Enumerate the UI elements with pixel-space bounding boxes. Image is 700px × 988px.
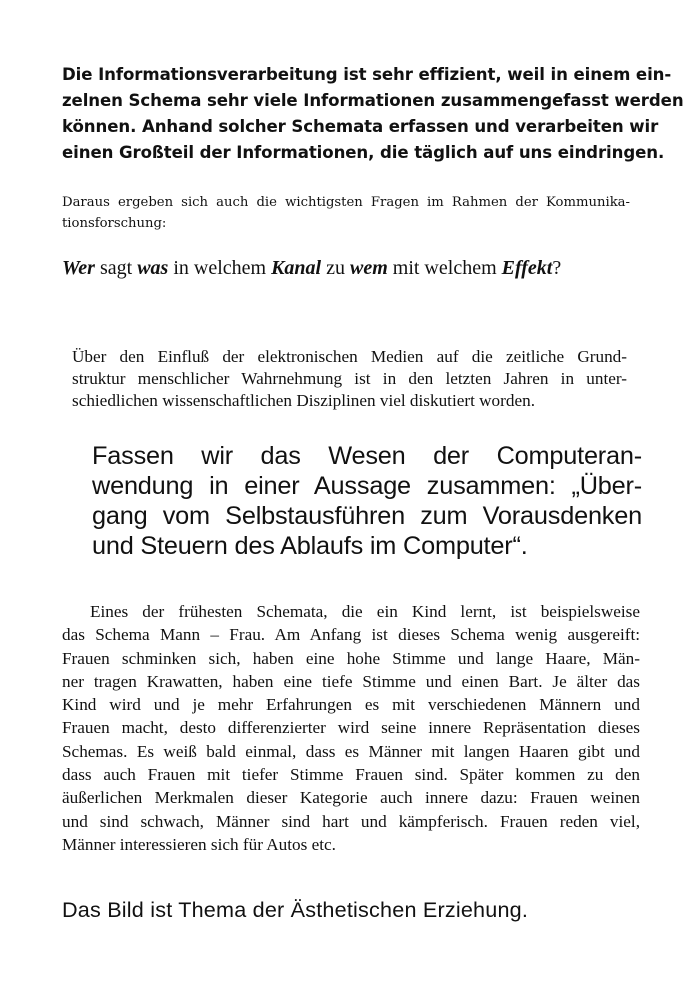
emphasis-word: was <box>137 257 169 279</box>
text-line: Schemas. Es weiß bald einmal, dass es Männer mit langen Haaren gibt und <box>62 741 640 761</box>
text-line: dass auch Frauen mit tiefer Stimme Frauen sind. Später kommen zu den <box>62 765 640 785</box>
emphasis-word: Effekt <box>501 257 553 279</box>
plain-text: sagt <box>94 257 138 279</box>
text-line: Frauen schminken sich, haben eine hohe Stimme und lange Haare, Män- <box>62 648 640 668</box>
text-line: tionsforschung: <box>62 216 167 231</box>
text-line: Frauen macht, desto differenzierter wird seine innere Repräsentation dieses <box>62 718 640 738</box>
text-line: schiedlichen wissenschaftlichen Disziplinen viel diskutiert worden. <box>72 391 535 410</box>
text-line: können. Anhand solcher Schemata erfassen und verarbeiten wir <box>62 117 659 136</box>
text-line: Fassen wir das Wesen der Computeran- <box>92 442 642 470</box>
text-line: Über den Einfluß der elektronischen Medien auf die zeitliche Grund- <box>72 347 627 366</box>
text-line: Eines der frühesten Schemata, die ein Kind lernt, ist beispielsweise <box>90 602 640 621</box>
paragraph-informationsverarbeitung <box>62 62 684 166</box>
closing-line <box>62 896 640 924</box>
text-line: das Schema Mann – Frau. Am Anfang ist dieses Schema wenig ausgereift: <box>62 625 640 645</box>
text-line: Die Informationsverarbeitung ist sehr effizient, weil in einem ein- <box>62 65 672 84</box>
quote-computeranwendung <box>92 441 642 561</box>
emphasis-word: Kanal <box>271 257 322 279</box>
text-line: gang vom Selbstausführen zum Vorausdenken <box>92 502 642 530</box>
emphasis-word: Wer <box>62 257 95 279</box>
paragraph-kommunikationsforschung <box>62 192 630 234</box>
question-line <box>62 254 640 282</box>
text-line: zelnen Schema sehr viele Informationen zusammengefasst werden <box>62 91 684 110</box>
emphasis-word: wem <box>349 257 388 279</box>
text-line: Das Bild ist Thema der Ästhetischen Erziehung. <box>62 897 529 922</box>
paragraph-schemata <box>62 600 640 856</box>
text-line: ner tragen Krawatten, haben eine tiefe Stimme und einen Bart. Je älter das <box>62 671 640 691</box>
text-line: Daraus ergeben sich auch die wichtigsten Fragen im Rahmen der Kommunika- <box>62 195 630 210</box>
text-line: einen Großteil der Informationen, die täglich auf uns eindringen. <box>62 143 665 162</box>
plain-text: zu <box>321 257 350 279</box>
plain-text: mit welchem <box>387 257 502 279</box>
text-line: und sind schwach, Männer sind hart und kämpferisch. Frauen reden viel, <box>62 811 640 831</box>
text-line: wendung in einer Aussage zusammen: „Über- <box>92 472 642 500</box>
text-line: Kind wird und je mehr Erfahrungen es mit verschiedenen Männern und <box>62 695 640 715</box>
paragraph-elektronische-medien <box>72 346 627 412</box>
text-line: Männer interessieren sich für Autos etc. <box>62 834 336 854</box>
plain-text: ? <box>552 257 562 279</box>
text-line: äußerlichen Merkmalen dieser Kategorie auch innere dazu: Frauen weinen <box>62 788 640 808</box>
plain-text: in welchem <box>168 257 272 279</box>
text-line: und Steuern des Ablaufs im Computer“. <box>92 532 528 560</box>
text-line: struktur menschlicher Wahrnehmung ist in den letzten Jahren in unter- <box>72 369 627 388</box>
